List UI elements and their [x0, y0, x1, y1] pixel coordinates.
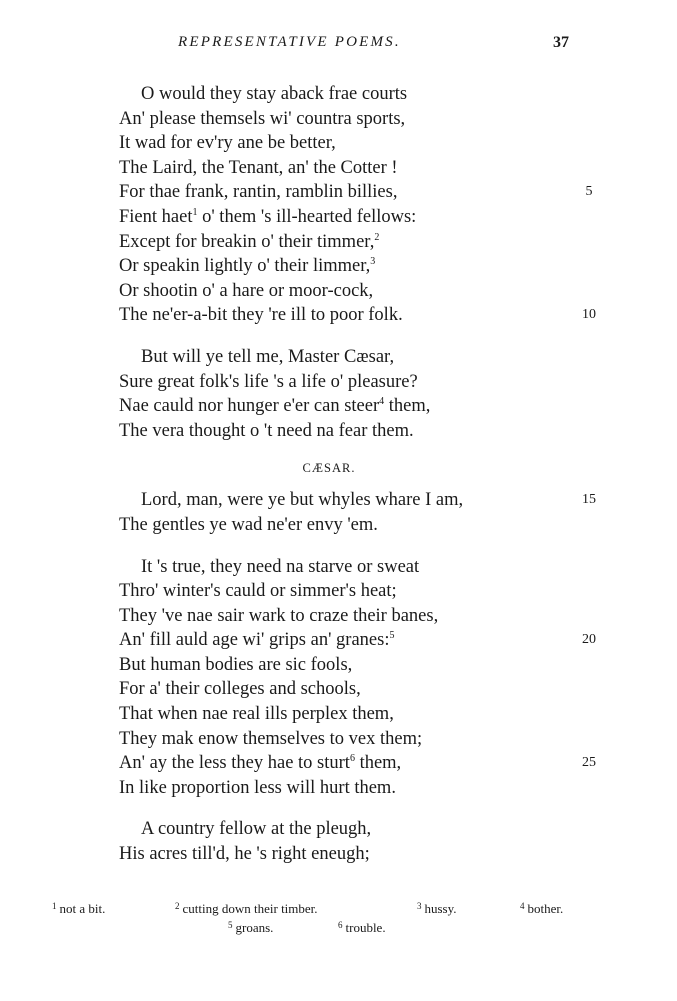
running-head — [0, 34, 677, 58]
footnote-mark: 3 — [417, 901, 422, 911]
stanza — [119, 82, 619, 328]
verse-line — [119, 82, 619, 107]
verse-text: A country fellow at the pleugh, — [141, 819, 372, 840]
verse-line — [119, 180, 619, 205]
line-number: 10 — [582, 307, 596, 323]
verse-text: Or shootin o' a hare or moor-cock, — [119, 280, 374, 301]
verse-text-continued: them, — [384, 396, 431, 417]
verse-text-continued: them, — [354, 753, 402, 774]
verse-text: Or speakin lightly o' their limmer, — [119, 256, 371, 277]
footnote-reference: 5 — [389, 630, 395, 642]
verse-line — [119, 230, 619, 255]
verse-text: The Laird, the Tenant, an' the Cotter ! — [119, 157, 398, 178]
verse-line — [119, 107, 619, 132]
line-number: 5 — [585, 184, 593, 200]
footnote — [417, 901, 457, 917]
verse-line — [119, 131, 619, 156]
verse-line — [119, 727, 619, 752]
verse-line — [119, 677, 619, 702]
footnote — [175, 901, 318, 917]
verse-text: For a' their colleges and schools, — [119, 679, 361, 700]
footnote-reference: 6 — [349, 753, 355, 765]
verse-text: The vera thought o 't need na fear them. — [119, 420, 414, 441]
verse-text: An' ay the less they hae to sturt — [119, 753, 350, 774]
line-number: 15 — [582, 492, 596, 508]
verse-text: An' please themsels wi' countra sports, — [119, 108, 406, 129]
verse-text: An' fill auld age wi' grips an' granes: — [119, 630, 390, 651]
verse-line — [119, 394, 619, 419]
verse-line — [119, 419, 619, 444]
verse-line — [119, 513, 619, 538]
verse-text: It wad for ev'ry ane be better, — [119, 133, 336, 154]
verse-line — [119, 653, 619, 678]
line-number: 20 — [582, 632, 596, 648]
verse-line — [119, 817, 619, 842]
verse-text: O would they stay aback frae courts — [141, 84, 408, 104]
verse-text: Sure great folk's life 's a life o' pleasure? — [119, 371, 418, 392]
footnote-reference: 1 — [192, 206, 198, 218]
verse-line — [119, 205, 619, 230]
footnote-text: groans. — [235, 920, 274, 935]
verse-text: Fient haet — [119, 206, 193, 227]
verse-text: Except for breakin o' their timmer, — [119, 231, 375, 252]
footnote-mark: 5 — [228, 920, 233, 930]
running-title: REPRESENTATIVE POEMS. — [178, 34, 401, 50]
footnote-text: cutting down their timber. — [182, 901, 318, 916]
footnotes — [0, 901, 677, 939]
verse-text: That when nae real ills perplex them, — [119, 704, 394, 725]
verse-line — [119, 279, 619, 304]
footnote-text: not a bit. — [59, 901, 106, 916]
verse-text: The gentles ye wad ne'er envy 'em. — [119, 514, 378, 535]
verse-text: They 've nae sair wark to craze their banes, — [119, 605, 439, 626]
footnote — [52, 901, 105, 917]
verse-text: But will ye tell me, Master Cæsar, — [141, 346, 395, 367]
footnote — [228, 920, 273, 936]
verse-line — [119, 776, 619, 801]
verse-text: They mak enow themselves to vex them; — [119, 728, 423, 749]
verse-line — [119, 628, 619, 653]
footnote-text: hussy. — [424, 901, 457, 916]
verse-line — [119, 488, 619, 513]
verse-line — [119, 156, 619, 181]
footnote-reference: 3 — [370, 256, 376, 268]
verse-line — [119, 555, 619, 580]
page-number: 37 — [553, 34, 569, 51]
verse-line — [119, 751, 619, 776]
footnote-text: trouble. — [345, 920, 386, 935]
verse-line — [119, 604, 619, 629]
verse-text: Lord, man, were ye but whyles whare I am, — [141, 490, 464, 511]
poem-body — [119, 82, 619, 884]
verse-text: Thro' winter's cauld or simmer's heat; — [119, 581, 397, 602]
footnote — [520, 901, 563, 917]
verse-text-continued: o' them 's ill-hearted fellows: — [197, 206, 417, 227]
footnote-reference: 4 — [379, 396, 385, 408]
verse-text: The ne'er-a-bit they 're ill to poor folk. — [119, 305, 403, 326]
footnote-text: bother. — [527, 901, 564, 916]
verse-line — [119, 254, 619, 279]
footnote-row — [0, 920, 677, 939]
verse-text: Nae cauld nor hunger e'er can steer — [119, 396, 380, 417]
verse-text: His acres till'd, he 's right eneugh; — [119, 844, 370, 865]
footnote-reference: 2 — [374, 231, 380, 243]
speaker-heading: CÆSAR. — [302, 461, 356, 476]
verse-line — [119, 579, 619, 604]
line-number: 25 — [582, 755, 596, 771]
footnote — [338, 920, 386, 936]
verse-line — [119, 370, 619, 395]
verse-line — [119, 842, 619, 867]
stanza — [119, 488, 619, 537]
verse-line — [119, 303, 619, 328]
verse-text: In like proportion less will hurt them. — [119, 777, 396, 798]
footnote-mark: 4 — [520, 901, 525, 911]
footnote-row — [0, 901, 677, 920]
footnote-mark: 1 — [52, 901, 57, 911]
verse-text: It 's true, they need na starve or sweat — [141, 556, 420, 577]
footnote-mark: 2 — [175, 901, 180, 911]
verse-text: But human bodies are sic fools, — [119, 654, 353, 675]
verse-line — [119, 702, 619, 727]
stanza — [119, 555, 619, 801]
stanza — [119, 345, 619, 443]
verse-text: For thae frank, rantin, ramblin billies, — [119, 182, 398, 203]
stanza — [119, 817, 619, 866]
footnote-mark: 6 — [338, 920, 343, 930]
verse-line — [119, 345, 619, 370]
